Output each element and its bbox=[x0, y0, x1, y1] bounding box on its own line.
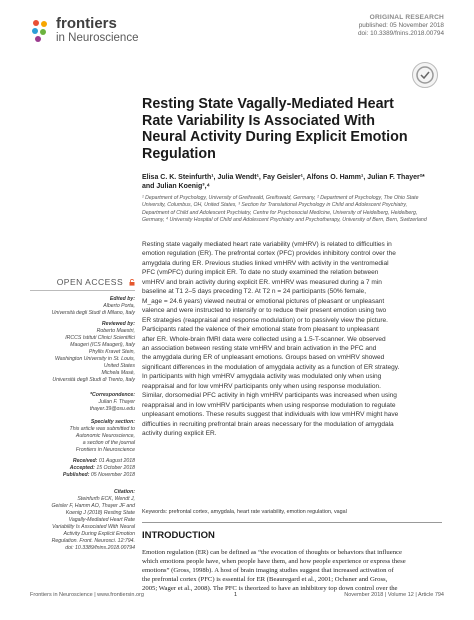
abstract-line: an association between resting state vmHRV and brain activation in the PFC and bbox=[142, 344, 377, 352]
editor-name: Alberto Porta, bbox=[103, 303, 135, 309]
update-badge-icon bbox=[413, 63, 437, 87]
keywords: Keywords: prefrontal cortex, amygdala, heart rate variability, emotion regulation, vagal bbox=[142, 509, 347, 515]
open-access-text: OPEN ACCESS bbox=[56, 277, 124, 287]
abstract-line: difficulties in recruiting prefrontal brain areas necessary for the modulation of amygdala bbox=[142, 420, 394, 428]
page-number: 1 bbox=[234, 592, 238, 598]
reviewer-line: Università degli Studi di Trento, Italy bbox=[52, 377, 135, 383]
abstract-line: amygdala during ER. Previous studies linked vmHRV with activity in the ventromedial bbox=[142, 259, 389, 267]
correspondence-label: *Correspondence: bbox=[90, 392, 135, 398]
abstract-line: Participants rated the valence of their emotional state from pleasant to unpleasant bbox=[142, 326, 379, 334]
frontiers-logo-icon bbox=[30, 18, 52, 44]
published-date-side: 05 November 2018 bbox=[90, 472, 135, 478]
journal-name: in Neuroscience bbox=[56, 32, 139, 44]
citation-line: Vagally-Mediated Heart Rate bbox=[68, 517, 135, 523]
citation-line: Koenig J (2018) Resting State bbox=[65, 510, 135, 516]
specialty-line: a section of the journal bbox=[82, 440, 135, 446]
reviewer-line: Michela Masè, bbox=[101, 370, 135, 376]
check-for-updates-icon[interactable] bbox=[412, 62, 438, 88]
author-line[interactable]: and Julian Koenig³,⁴ bbox=[142, 183, 211, 190]
abstract-line: reappraisal and for low vmHRV participants only when using response modulation. bbox=[142, 382, 381, 390]
correspondent-email[interactable]: thayer.39@osu.edu bbox=[89, 406, 135, 412]
citation-line: Steinfurth ECK, Wendt J, bbox=[77, 496, 135, 502]
doi-link[interactable]: doi: 10.3389/fnins.2018.00794 bbox=[358, 30, 444, 37]
citation-line: Activity During Explicit Emotion bbox=[63, 531, 135, 537]
abstract-line: In participants with high vmHRV amygdala activity was modulated only when using bbox=[142, 373, 382, 381]
accepted-date: 15 October 2018 bbox=[96, 465, 135, 471]
abstract-line: activity during explicit ER. bbox=[142, 430, 217, 438]
reviewer-line: Roberto Maestri, bbox=[96, 328, 135, 334]
abstract-line: emotion regulation (ER). The prefrontal cortex (PFC) provides inhibitory control over the bbox=[142, 250, 396, 258]
footer-journal[interactable]: Frontiers in Neuroscience | www.frontiersin.org bbox=[30, 592, 144, 598]
citation-line: Regulation. Front. Neurosci. 12:794. bbox=[51, 538, 135, 544]
intro-line: 2005; Wager et al., 2008). The PFC is theorized to have an inhibitory top down control over the bbox=[142, 585, 398, 592]
correspondent-name: Julian F. Thayer bbox=[98, 399, 135, 405]
abstract-line: vmHRV and brain activity during explicit ER. vmHRV was measured during a 7 min bbox=[142, 278, 382, 286]
abstract-line: Resting state vagally mediated heart rate variability (vmHRV) is related to difficulties in bbox=[142, 241, 392, 248]
intro-line: Emotion regulation (ER) can be defined as “the evocation of thoughts or behaviors that influence bbox=[142, 549, 402, 556]
dates bbox=[30, 458, 135, 479]
reviewed-by bbox=[30, 321, 135, 384]
reviewer-line: IRCCS Istituti Clinici Scientifici bbox=[65, 335, 135, 341]
article-title: Resting State Vagally-Mediated Heart Rate Variability Is Associated With Neural Activity During Explicit Emotion Regulation bbox=[142, 96, 408, 162]
logo-wordmark: frontiers bbox=[56, 15, 117, 32]
specialty-line: Autonomic Neuroscience, bbox=[75, 433, 135, 439]
abstract-line: Similar, dorsomedial PFC activity in high vmHRV participants was increased when using bbox=[142, 392, 397, 400]
abstract-line: M_age = 24.6 years) viewed neutral or emotional pictures of pleasant or unpleasant bbox=[142, 297, 385, 305]
accepted-label: Accepted: bbox=[69, 465, 95, 471]
citation-doi[interactable]: doi: 10.3389/fnins.2018.00794 bbox=[65, 545, 135, 551]
abstract-line: PFC (vmPFC) during implicit ER. To date no study examined the relation between bbox=[142, 269, 379, 277]
affiliations bbox=[142, 195, 442, 225]
open-access-label bbox=[30, 277, 135, 287]
abstract-line: reappraisal and in low vmHRV participants when using response modulation to regulate bbox=[142, 401, 396, 409]
reviewed-by-label: Reviewed by: bbox=[101, 321, 135, 327]
received-date: 01 August 2018 bbox=[98, 458, 135, 464]
intro-line: the prefrontal cortex (PFC) is essential for ER (Beauregard et al., 2001; Ochsner and Gross, bbox=[142, 576, 388, 583]
frontiers-logo[interactable] bbox=[30, 16, 160, 50]
reviewer-line: United States bbox=[103, 363, 135, 369]
author-list bbox=[142, 173, 442, 191]
article-meta bbox=[358, 14, 444, 38]
section-heading-introduction: INTRODUCTION bbox=[142, 530, 215, 541]
edited-by bbox=[30, 296, 135, 317]
abstract-line: the amygdala during ER of unpleasant emotions. Groups based on vmHRV showed bbox=[142, 354, 385, 362]
specialty-label: Specialty section: bbox=[90, 419, 135, 425]
accepted-row bbox=[30, 465, 135, 472]
affiliation-line: ¹ Department of Psychology, University of Greifswald, Greifswald, Germany, ² Department of Psychology, The Ohio State bbox=[142, 195, 419, 201]
introduction-body bbox=[142, 548, 442, 593]
abstract-line: after ER. Whole-brain fMRI data were collected using a 1.5-T-scanner. We observed bbox=[142, 335, 386, 343]
sidebar-divider bbox=[30, 290, 135, 291]
article-type: ORIGINAL RESEARCH bbox=[369, 14, 444, 21]
footer-volume: November 2018 | Volume 12 | Article 794 bbox=[344, 592, 444, 598]
author-line[interactable]: Elisa C. K. Steinfurth¹, Julia Wendt¹, Fay Geisler¹, Alfons O. Hamm¹, Julian F. Thayer²* bbox=[142, 174, 425, 181]
reviewer-line: Maugeri (ICS Maugeri), Italy bbox=[70, 342, 135, 348]
reviewer-line: Washington University in St. Louis, bbox=[54, 356, 135, 362]
correspondence bbox=[30, 392, 135, 413]
specialty-section bbox=[30, 419, 135, 454]
abstract-line: valence and were instructed to intensify or to reduce their present emotion using two bbox=[142, 307, 387, 315]
reviewer-line: Phyllis Kravet Stein, bbox=[88, 349, 135, 355]
intro-line: which emotions people have, when people have them, and how people experience or express these bbox=[142, 558, 406, 565]
divider bbox=[142, 522, 442, 523]
affiliation-line: University, Columbus, OH, United States, ³ Section for Translational Psychology in Child and Adolescent Psychiatry, bbox=[142, 202, 408, 209]
abstract-line: significant differences in the modulation of amygdala activity as a function of ER strategy. bbox=[142, 363, 400, 371]
edited-by-label: Edited by: bbox=[109, 296, 135, 302]
citation bbox=[30, 489, 135, 552]
affiliation-line: Germany, ⁴ University Hospital of Child and Adolescent Psychiatry and Psychotherapy, University of Bern, Bern, Switzerland bbox=[142, 217, 427, 224]
editor-affiliation: Università degli Studi di Milano, Italy bbox=[51, 310, 135, 316]
published-date: published: 05 November 2018 bbox=[358, 22, 444, 29]
published-row bbox=[30, 472, 135, 479]
citation-line: Geisler F, Hamm AO, Thayer JF and bbox=[51, 503, 135, 509]
abstract-line: ER strategies (reappraisal and response modulation) or to passively view the picture. bbox=[142, 316, 388, 324]
open-lock-icon bbox=[129, 279, 135, 286]
abstract-line: baseline at T1 2–5 days preceding T2. At T2 n = 24 participants (50% female, bbox=[142, 288, 367, 296]
abstract-line: unpleasant emotions. These results suggest that individuals with low vmHRV might have bbox=[142, 411, 399, 419]
specialty-line: This article was submitted to bbox=[69, 426, 135, 432]
received-row bbox=[30, 458, 135, 465]
received-label: Received: bbox=[72, 458, 98, 464]
specialty-line: Frontiers in Neuroscience bbox=[75, 447, 135, 453]
citation-label: Citation: bbox=[113, 489, 135, 495]
citation-line: Variability Is Associated With Neural bbox=[52, 524, 135, 530]
intro-line: emotions” (Gross, 1998b). A host of brain imaging studies suggest that increased activation of bbox=[142, 567, 394, 574]
affiliation-line: Department of Child and Adolescent Psychiatry, Centre for Psychosocial Medicine, University of Heidelberg, Heidelberg, bbox=[142, 209, 418, 216]
published-label: Published: bbox=[62, 472, 90, 478]
abstract bbox=[142, 240, 442, 439]
